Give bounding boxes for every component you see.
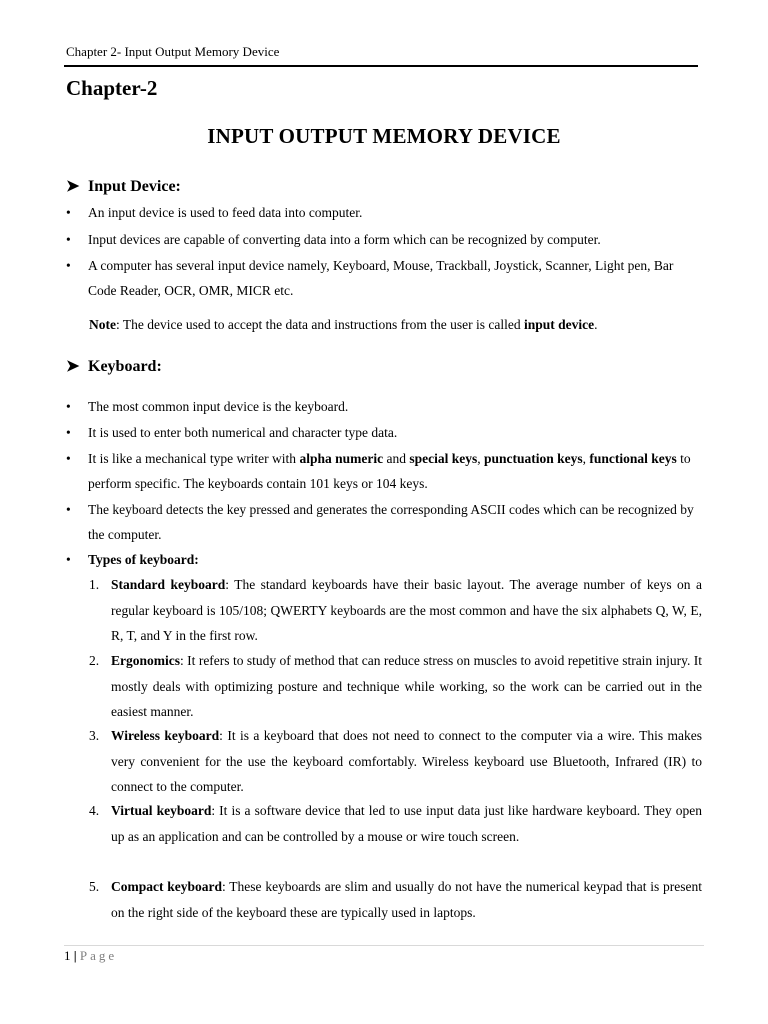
chapter-label: Chapter-2	[66, 76, 158, 100]
list-item-text: It is used to enter both numerical and character type data.	[88, 425, 398, 440]
numbered-item	[89, 648, 702, 725]
note-end: .	[594, 317, 598, 332]
item-number: 2.	[89, 653, 100, 668]
page-footer	[64, 948, 117, 964]
footer-separator: |	[73, 948, 77, 963]
bullet-dot-icon: •	[66, 502, 71, 517]
item-text	[111, 874, 702, 925]
list-item	[66, 200, 702, 225]
item-term: Ergonomics	[111, 653, 180, 668]
item-number: 4.	[89, 803, 100, 818]
section-heading-text: Input Device:	[88, 178, 181, 195]
arrow-bullet-icon: ➤	[66, 358, 80, 375]
running-header: Chapter 2- Input Output Memory Device	[66, 44, 280, 59]
section-heading-keyboard	[66, 356, 162, 376]
section-heading-text: Keyboard:	[88, 358, 162, 375]
numbered-item	[89, 572, 702, 649]
bullet-dot-icon: •	[66, 451, 71, 466]
note-paragraph	[89, 317, 598, 333]
list-item	[66, 394, 702, 419]
note-label: Note	[89, 317, 116, 332]
item-text	[111, 723, 702, 800]
item-body: : The standard keyboards have their basic layout. The average number of keys on a regular keyboard is 105/108; QWERTY keyboards are the most common and have the six alphabets Q, W, E, R, T, and Y in the first row.	[111, 577, 702, 643]
list-item	[66, 547, 702, 572]
item-term: Compact keyboard	[111, 879, 223, 894]
text-run: ,	[477, 451, 484, 466]
list-item	[66, 497, 702, 547]
item-body: : It is a keyboard that does not need to connect to the computer via a wire. This makes very convenient for the use the keyboard comfortably. Wireless keyboard use Bluetooth, Infrared (IR) to connect to the computer.	[111, 728, 702, 794]
arrow-bullet-icon: ➤	[66, 178, 80, 195]
page-title: INPUT OUTPUT MEMORY DEVICE	[207, 124, 561, 148]
section-heading-input-device	[66, 176, 181, 196]
bullet-dot-icon: •	[66, 232, 71, 247]
note-term: input device	[524, 317, 595, 332]
list-item-text: The most common input device is the keyboard.	[88, 399, 349, 414]
list-item-text: An input device is used to feed data into computer.	[88, 205, 363, 220]
bullet-dot-icon: •	[66, 552, 71, 567]
item-text	[111, 572, 702, 649]
bullet-dot-icon: •	[66, 258, 71, 273]
item-term: Virtual keyboard	[111, 803, 212, 818]
list-item-text: A computer has several input device namely, Keyboard, Mouse, Trackball, Joystick, Scanner, Light pen, Bar Code Reader, OCR, OMR, MICR etc.	[88, 258, 674, 298]
page-word: Page	[79, 948, 118, 963]
list-item	[66, 253, 702, 303]
bold-term: alpha numeric	[299, 451, 384, 466]
item-term: Wireless keyboard	[111, 728, 220, 743]
item-number: 1.	[89, 577, 100, 592]
bullet-dot-icon: •	[66, 425, 71, 440]
types-heading: Types of keyboard:	[88, 552, 199, 567]
numbered-item	[89, 874, 702, 925]
text-run: It is like a mechanical type writer with	[88, 451, 300, 466]
item-body: : It refers to study of method that can reduce stress on muscles to avoid repetitive strain injury. It mostly deals with optimizing posture and technique while working, so the work can be carried out in the easiest manner.	[111, 653, 702, 719]
list-item-text	[88, 446, 702, 496]
numbered-item	[89, 723, 702, 800]
list-item-text: The keyboard detects the key pressed and generates the corresponding ASCII codes which can be recognized by the computer.	[88, 502, 694, 542]
item-number: 5.	[89, 879, 100, 894]
numbered-item	[89, 798, 702, 849]
item-term: Standard keyboard	[111, 577, 226, 592]
item-body: : It is a software device that led to use input data just like hardware keyboard. They open up as an application and can be controlled by a mouse or wire touch screen.	[111, 803, 702, 844]
bold-term: punctuation keys	[483, 451, 583, 466]
list-item	[66, 446, 702, 496]
bullet-dot-icon: •	[66, 399, 71, 414]
header-rule	[64, 65, 698, 67]
page-number: 1	[64, 948, 71, 963]
text-run: to perform specific. The keyboards contain 101 keys or 104 keys.	[88, 451, 691, 491]
note-text: : The device used to accept the data and instructions from the user is called	[116, 317, 524, 332]
bullet-dot-icon: •	[66, 205, 71, 220]
bold-term: special keys	[409, 451, 478, 466]
item-text	[111, 648, 702, 725]
item-body: : These keyboards are slim and usually do not have the numerical keypad that is present on the right side of the keyboard these are typically used in laptops.	[111, 879, 702, 920]
item-text	[111, 798, 702, 849]
list-item-text: Input devices are capable of converting data into a form which can be recognized by computer.	[88, 232, 601, 247]
item-number: 3.	[89, 728, 100, 743]
footer-rule	[64, 945, 704, 946]
text-run: ,	[582, 451, 590, 466]
text-run: and	[383, 451, 410, 466]
list-item	[66, 420, 702, 445]
list-item	[66, 227, 702, 252]
bold-term: functional keys	[589, 451, 677, 466]
